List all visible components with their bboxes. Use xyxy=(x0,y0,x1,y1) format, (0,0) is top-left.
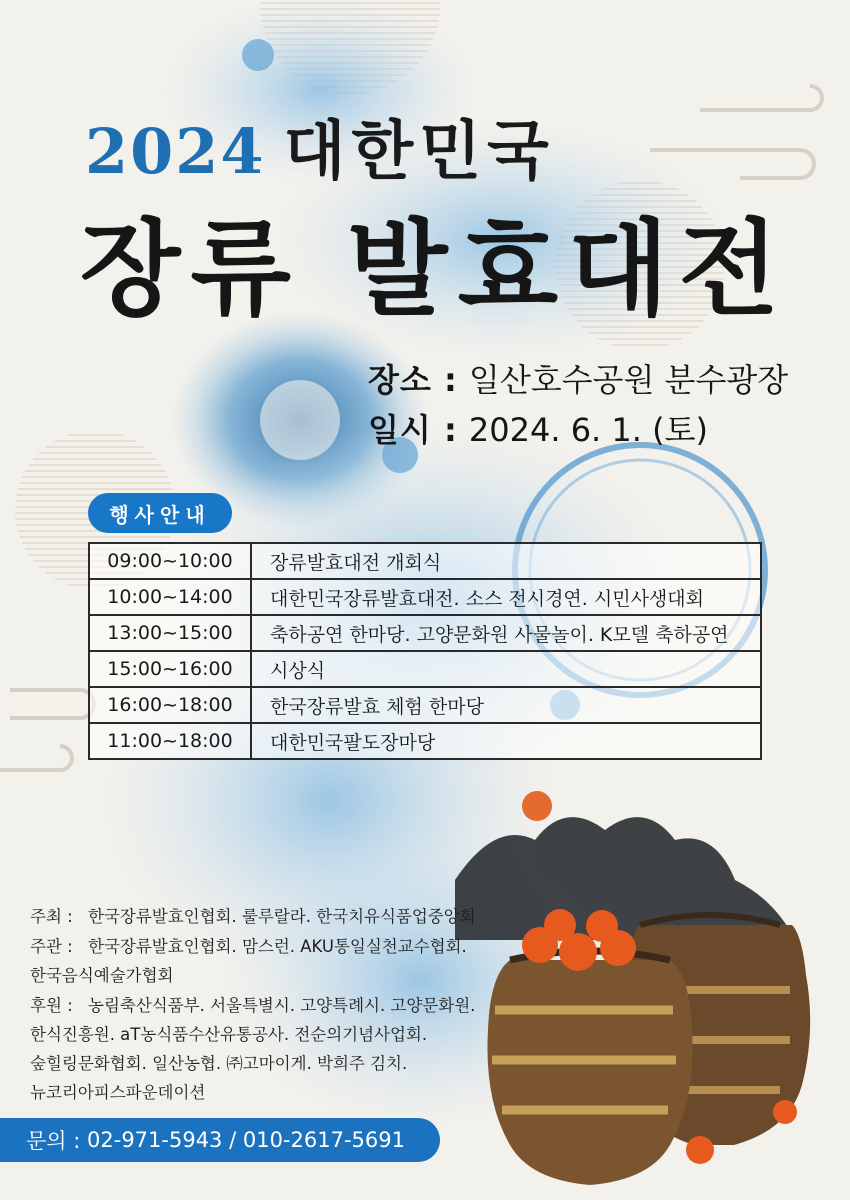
date-value: 2024. 6. 1. (토) xyxy=(468,411,708,449)
sponsor-value-3: 숲힐링문화협회. 일산농협. ㈜고마이게. 박희주 김치. xyxy=(30,1054,408,1073)
table-row xyxy=(89,687,761,723)
schedule-event: 대한민국장류발효대전. 소스 전시경연. 시민사생대회 xyxy=(251,579,761,615)
event-title-main: 장류 발효대전 xyxy=(80,207,789,330)
date-label: 일시 : xyxy=(368,411,458,449)
schedule-badge: 행사안내 xyxy=(88,493,232,533)
schedule-time: 16:00~18:00 xyxy=(89,687,251,723)
schedule-event: 장류발효대전 개회식 xyxy=(251,543,761,579)
organizer-value-1: 한국장류발효인협회. 맘스런. AKU통일실천교수협회. xyxy=(88,937,467,956)
schedule-time: 11:00~18:00 xyxy=(89,723,251,759)
date-info xyxy=(368,405,708,451)
event-country: 대한민국 xyxy=(283,114,555,189)
organizer-label: 주관 : xyxy=(30,937,73,956)
schedule-event: 한국장류발효 체험 한마당 xyxy=(251,687,761,723)
event-year: 2024 xyxy=(85,115,266,188)
organizer-value-2: 한국음식예술가협회 xyxy=(30,966,174,985)
place-info xyxy=(368,355,788,401)
event-title-line1 xyxy=(85,100,555,192)
sponsor-label: 후원 : xyxy=(30,996,73,1015)
sponsor-value-2: 한식진흥원. aT농식품수산유통공사. 전순의기념사업회. xyxy=(30,1025,428,1044)
table-row xyxy=(89,579,761,615)
schedule-time: 15:00~16:00 xyxy=(89,651,251,687)
contact-label: 문의 : xyxy=(26,1129,81,1153)
schedule-time: 09:00~10:00 xyxy=(89,543,251,579)
host-value: 한국장류발효인협회. 룰루랄라. 한국치유식품업중앙회 xyxy=(88,907,476,926)
sponsor-line xyxy=(30,992,475,1016)
schedule-table xyxy=(88,542,762,760)
schedule-time: 13:00~15:00 xyxy=(89,615,251,651)
place-label: 장소 : xyxy=(368,361,458,399)
schedule-event: 대한민국팔도장마당 xyxy=(251,723,761,759)
schedule-event: 시상식 xyxy=(251,651,761,687)
host-label: 주최 : xyxy=(30,907,73,926)
sponsor-value-4: 뉴코리아피스파운데이션 xyxy=(30,1083,206,1102)
schedule-time: 10:00~14:00 xyxy=(89,579,251,615)
table-row xyxy=(89,723,761,759)
contact-bar xyxy=(0,1118,440,1162)
place-value: 일산호수공원 분수광장 xyxy=(468,361,789,399)
organizer-line xyxy=(30,933,467,957)
host-line xyxy=(30,903,476,927)
table-row xyxy=(89,615,761,651)
table-row xyxy=(89,651,761,687)
schedule-event: 축하공연 한마당. 고양문화원 사물놀이. K모델 축하공연 xyxy=(251,615,761,651)
sponsor-value-1: 농림축산식품부. 서울특별시. 고양특례시. 고양문화원. xyxy=(88,996,476,1015)
contact-phones: 02-971-5943 / 010-2617-5691 xyxy=(87,1128,405,1152)
table-row xyxy=(89,543,761,579)
